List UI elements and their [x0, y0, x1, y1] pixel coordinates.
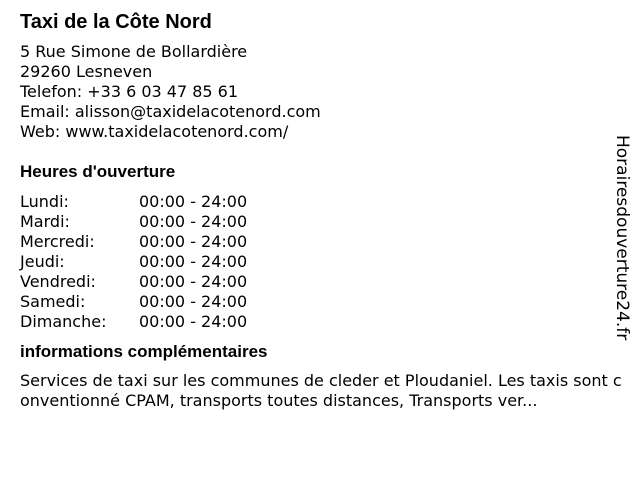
day-label: Samedi: — [20, 292, 86, 311]
day-label: Mercredi: — [20, 232, 95, 251]
email-line: Email: alisson@taxidelacotenord.com — [20, 102, 321, 121]
hours-row-wednesday — [20, 232, 628, 252]
hours-row-friday — [20, 272, 628, 292]
hours-row-thursday — [20, 252, 628, 272]
time-range: 00:00 - 24:00 — [139, 292, 248, 311]
phone-line: Telefon: +33 6 03 47 85 61 — [20, 82, 239, 101]
time-range: 00:00 - 24:00 — [139, 312, 248, 331]
address-street: 5 Rue Simone de Bollardière — [20, 42, 248, 61]
day-label: Dimanche: — [20, 312, 107, 331]
day-label: Vendredi: — [20, 272, 96, 291]
address-block — [20, 42, 628, 142]
address-city: 29260 Lesneven — [20, 62, 153, 81]
time-range: 00:00 - 24:00 — [139, 232, 248, 251]
time-range: 00:00 - 24:00 — [139, 212, 248, 231]
opening-hours-table — [20, 192, 628, 332]
hours-row-saturday — [20, 292, 628, 312]
day-label: Mardi: — [20, 212, 70, 231]
business-name: Taxi de la Côte Nord — [20, 11, 212, 33]
opening-hours-heading: Heures d'ouverture — [20, 162, 176, 181]
web-line: Web: www.taxidelacotenord.com/ — [20, 122, 289, 141]
additional-info-heading: informations complémentaires — [20, 342, 268, 361]
hours-row-tuesday — [20, 212, 628, 232]
time-range: 00:00 - 24:00 — [139, 272, 248, 291]
time-range: 00:00 - 24:00 — [139, 192, 248, 211]
hours-row-sunday — [20, 312, 628, 332]
day-label: Lundi: — [20, 192, 69, 211]
time-range: 00:00 - 24:00 — [139, 252, 248, 271]
site-watermark: Horairesdouverture24.fr — [612, 135, 632, 341]
business-card — [20, 10, 628, 411]
additional-info-text: Services de taxi sur les communes de cleder et Ploudaniel. Les taxis sont conventionné CPAM, transports toutes distances, Transports ver... — [20, 371, 622, 410]
day-label: Jeudi: — [20, 252, 65, 271]
hours-row-monday — [20, 192, 628, 212]
